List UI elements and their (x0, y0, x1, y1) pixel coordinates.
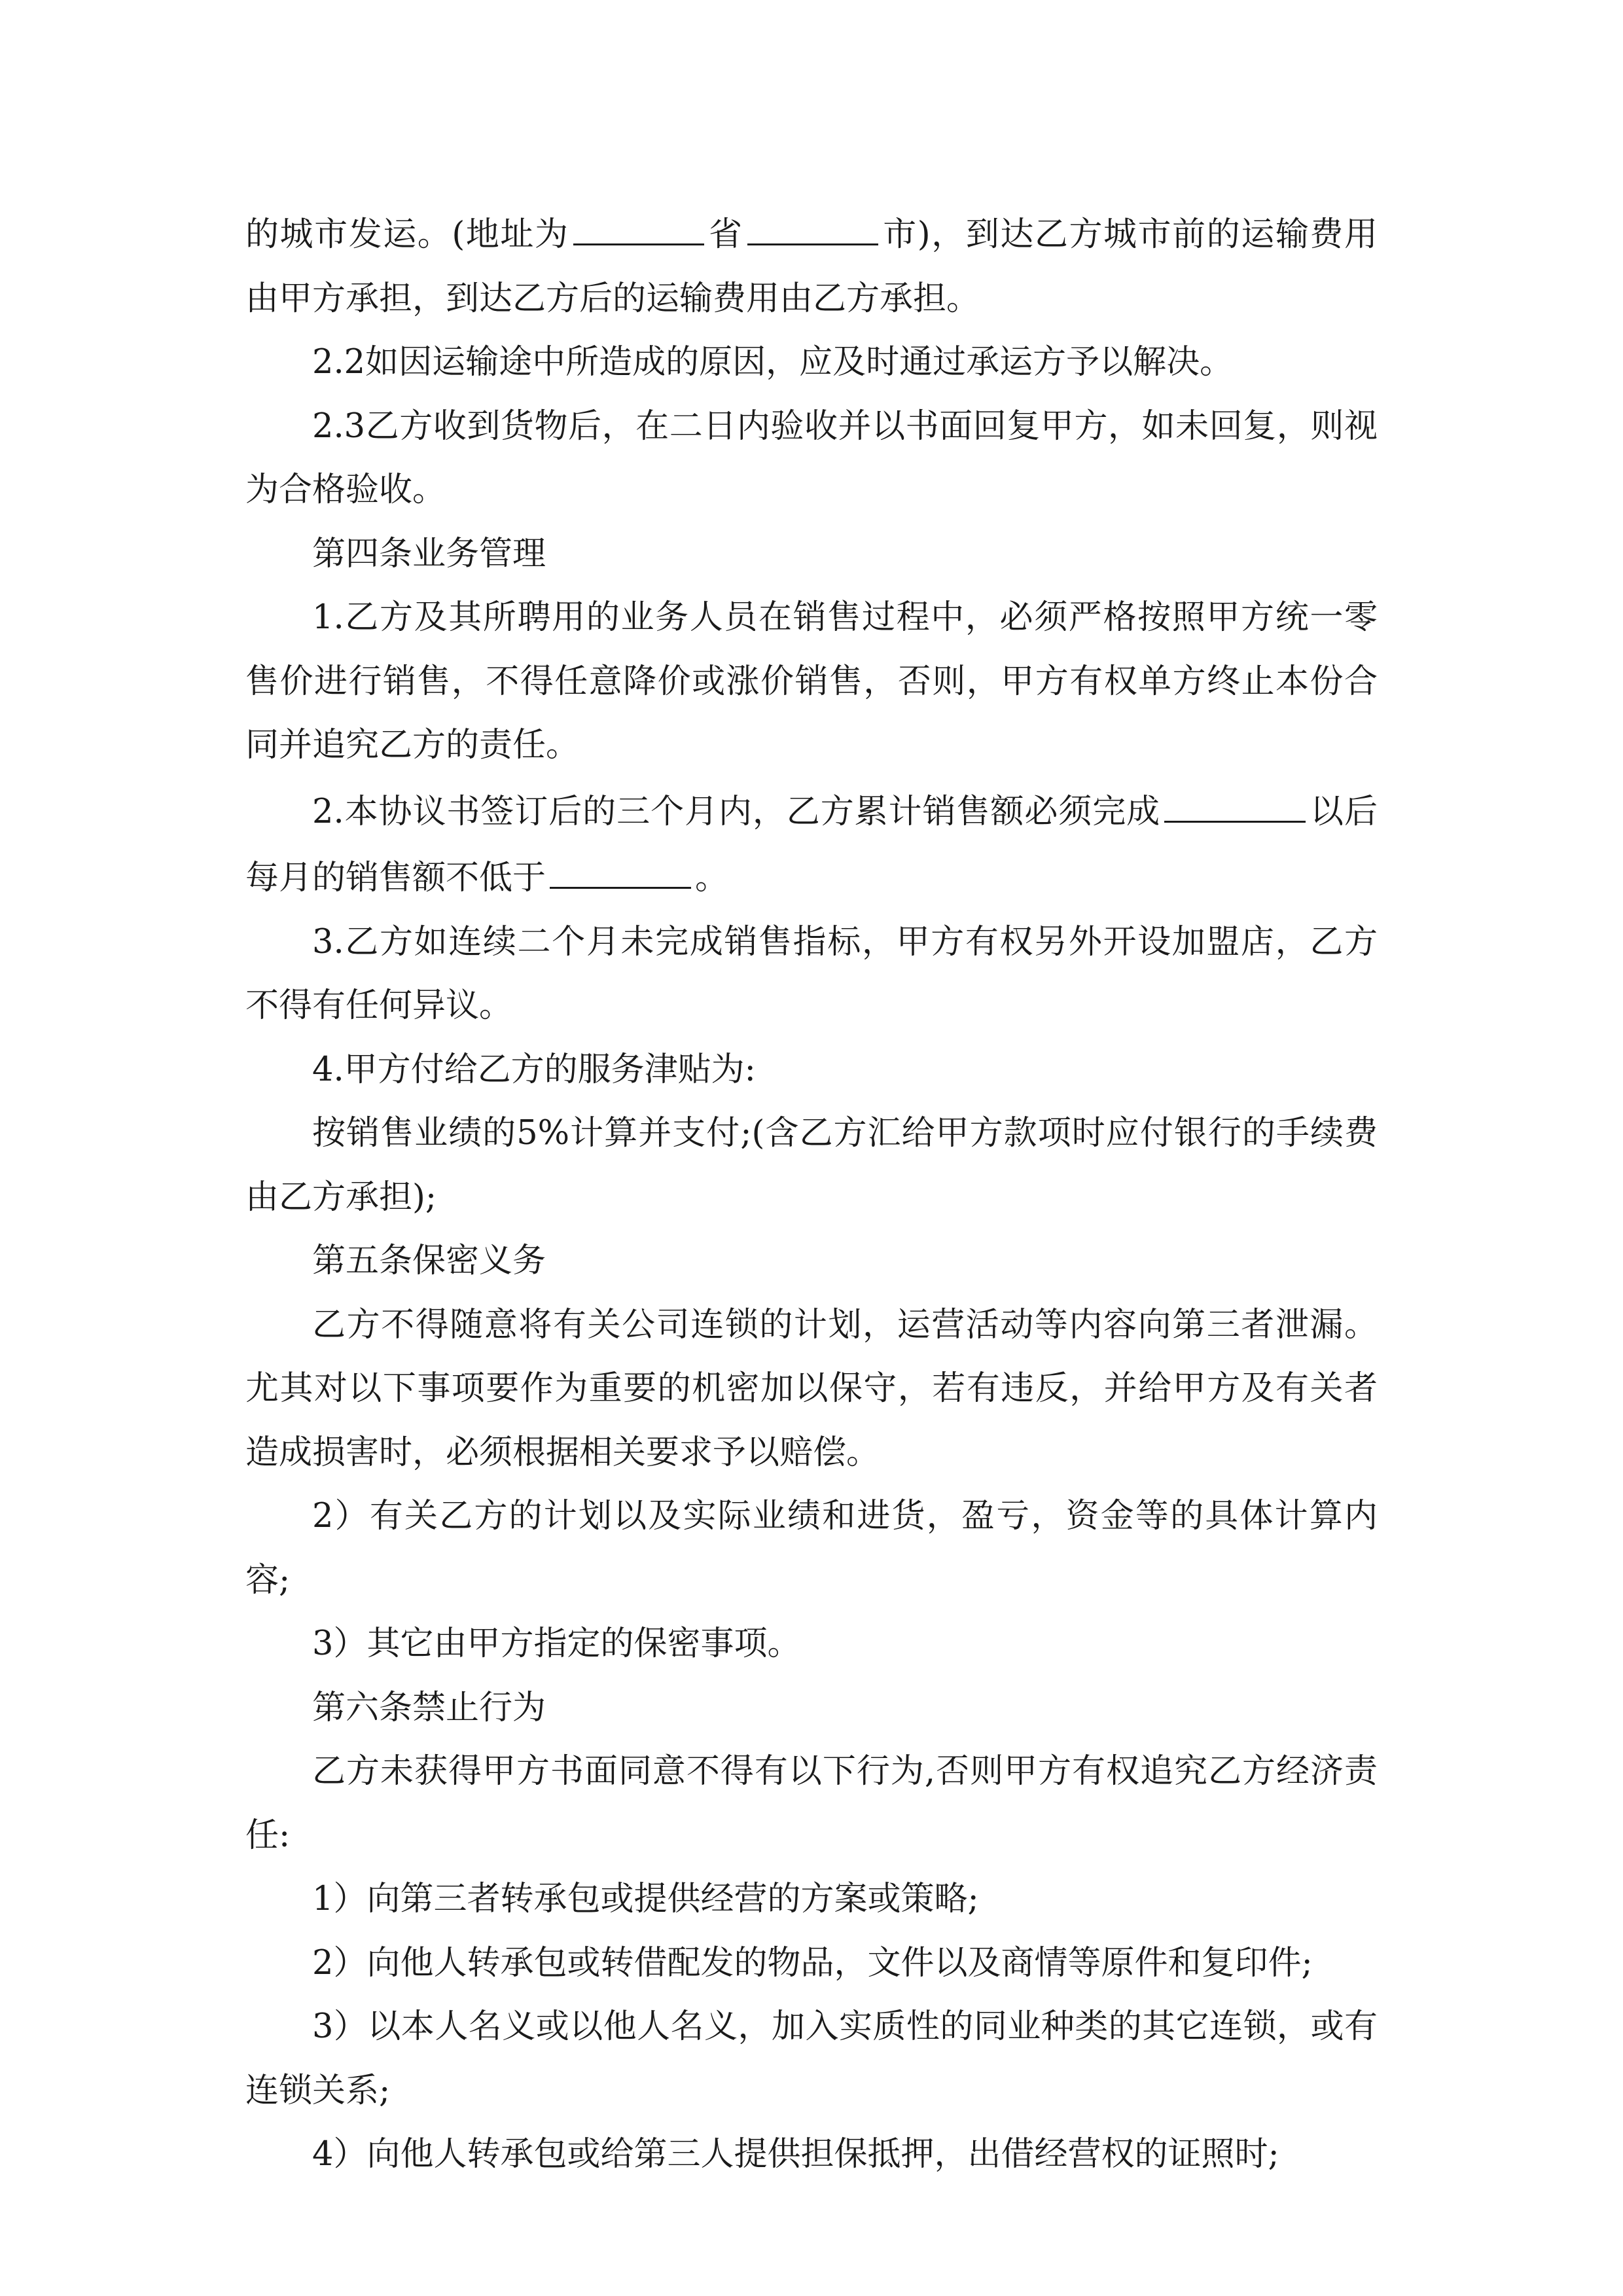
sales-target-blank (1164, 778, 1306, 823)
section-heading-article-5: 第五条保密义务 (312, 1242, 546, 1280)
clause-6-item-2: 2）向他人转承包或转借配发的物品，文件以及商情等原件和复印件; (312, 1943, 1313, 1982)
clause-4-4-detail: 按销售业绩的5%计算并支付;(含乙方汇给甲方款项时应付银行的手续费由乙方承担); (245, 1114, 1378, 1217)
clause-5-item-3: 3）其它由甲方指定的保密事项。 (312, 1624, 801, 1663)
text-segment: 市)，到达乙方城市前的运输费用由甲方承担，到达乙方后的运输费用由乙方承担。 (245, 215, 1378, 318)
clause-4-2 (245, 778, 1378, 910)
clause-2-3: 2.3乙方收到货物后，在二日内验收并以书面回复甲方，如未回复，则视为合格验收。 (245, 406, 1378, 509)
section-heading-article-6: 第六条禁止行为 (312, 1688, 546, 1727)
text-segment: 的城市发运。(地址为 (245, 215, 569, 254)
province-blank (573, 200, 704, 245)
city-blank (747, 200, 878, 245)
clause-5-body: 乙方不得随意将有关公司连锁的计划，运营活动等内容向第三者泄漏。尤其对以下事项要作为重要的机密加以保守，若有违反，并给甲方及有关者造成损害时，必须根据相关要求予以赔偿。 (245, 1305, 1378, 1472)
clause-4-4: 4.甲方付给乙方的服务津贴为: (312, 1050, 756, 1089)
text-segment: 2.本协议书签订后的三个月内，乙方累计销售额必须完成 (312, 792, 1161, 831)
clause-6-item-3: 3）以本人名义或以他人名义，加入实质性的同业种类的其它连锁，或有连锁关系; (245, 2007, 1378, 2110)
document-page (245, 200, 1378, 2187)
clause-4-1: 1.乙方及其所聘用的业务人员在销售过程中，必须严格按照甲方统一零售价进行销售，不得任意降价或涨价销售，否则，甲方有权单方终止本份合同并追究乙方的责任。 (245, 598, 1378, 764)
text-segment: 省 (707, 215, 743, 254)
section-heading-article-4: 第四条业务管理 (312, 534, 546, 573)
clause-6-item-1: 1）向第三者转承包或提供经营的方案或策略; (312, 1880, 979, 1918)
paragraph-shipping-address (245, 200, 1378, 331)
clause-6-item-4: 4）向他人转承包或给第三人提供担保抵押，出借经营权的证照时; (312, 2135, 1279, 2174)
clause-6-body: 乙方未获得甲方书面同意不得有以下行为,否则甲方有权追究乙方经济责任: (245, 1752, 1378, 1855)
text-segment: 以后每月的销售额不低于 (245, 792, 1378, 897)
clause-2-2: 2.2如因运输途中所造成的原因，应及时通过承运方予以解决。 (312, 343, 1234, 382)
clause-4-3: 3.乙方如连续二个月未完成销售指标，甲方有权另外开设加盟店，乙方不得有任何异议。 (245, 922, 1378, 1025)
clause-5-item-2: 2）有关乙方的计划以及实际业绩和进货，盈亏，资金等的具体计算内容; (245, 1497, 1378, 1600)
monthly-sales-blank (550, 844, 691, 889)
text-segment: 。 (695, 859, 729, 897)
